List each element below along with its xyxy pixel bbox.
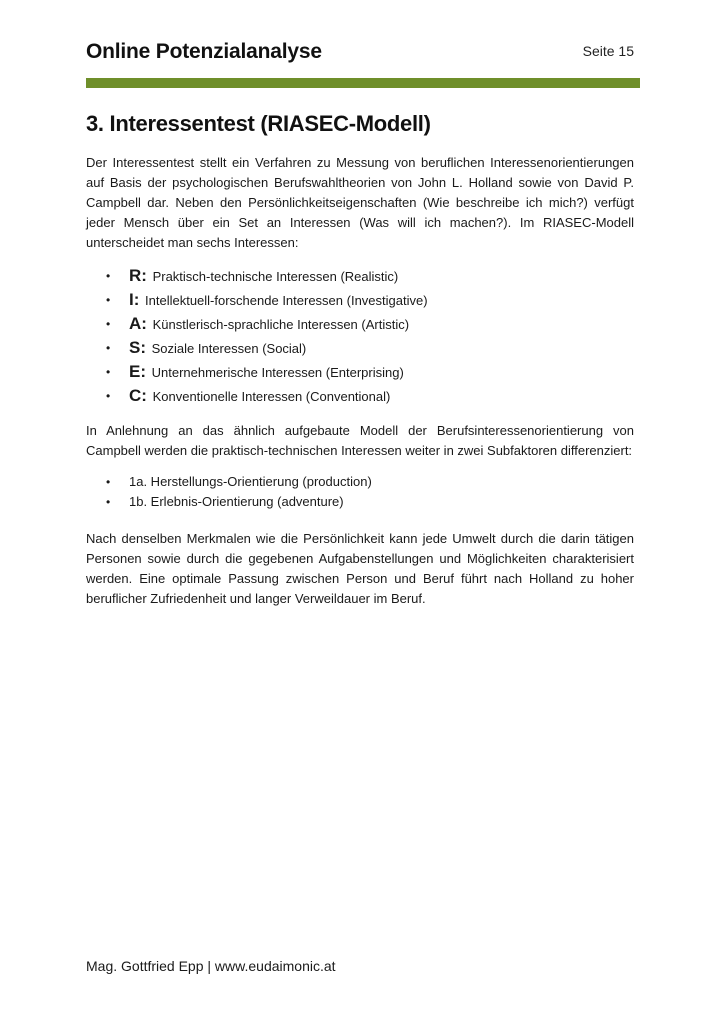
riasec-letter: S: <box>129 338 146 357</box>
list-item-riasec-r <box>86 264 634 288</box>
section-title: 3. Interessentest (RIASEC-Modell) <box>86 111 431 136</box>
page-footer: Mag. Gottfried Epp | www.eudaimonic.at <box>86 958 336 974</box>
closing-paragraph: Nach denselben Merkmalen wie die Persönlichkeit kann jede Umwelt durch die darin tätigen Personen sowie durch die gegebenen Aufgabenstellungen und Möglichkeiten charakterisiert werden. Eine optimale Passung zwischen Person und Beruf führt nach Holland zu hoher beruflicher Zufriedenheit und langer Verweildauer im Beruf. <box>86 531 634 606</box>
bullet-icon: • <box>106 293 111 307</box>
list-item-riasec-a <box>86 312 634 336</box>
riasec-letter: C: <box>129 386 147 405</box>
list-item-subfactor-1a <box>86 472 634 492</box>
subfactor-list <box>86 472 634 512</box>
bullet-icon: • <box>106 389 111 403</box>
riasec-letter: I: <box>129 290 140 309</box>
riasec-letter: R: <box>129 266 147 285</box>
campbell-paragraph: In Anlehnung an das ähnlich aufgebaute Modell der Berufsinteressenorientierung von Campbell werden die praktisch-technischen Interessen weiter in zwei Subfaktoren differenziert: <box>86 423 634 458</box>
riasec-text: Soziale Interessen (Social) <box>151 341 307 356</box>
riasec-text: Praktisch-technische Interessen (Realistic) <box>152 269 399 284</box>
riasec-letter: E: <box>129 362 146 381</box>
header-accent-bar <box>86 78 640 88</box>
list-item-riasec-i <box>86 288 634 312</box>
subfactor-text: 1a. Herstellungs-Orientierung (production) <box>129 474 372 489</box>
list-item-riasec-s <box>86 336 634 360</box>
document-header-title: Online Potenzialanalyse <box>86 40 322 63</box>
subfactor-text: 1b. Erlebnis-Orientierung (adventure) <box>129 494 344 509</box>
riasec-text: Künstlerisch-sprachliche Interessen (Artistic) <box>152 317 410 332</box>
riasec-text: Unternehmerische Interessen (Enterprising) <box>151 365 404 380</box>
riasec-text: Intellektuell-forschende Interessen (Investigative) <box>145 293 428 308</box>
riasec-list <box>86 264 634 408</box>
bullet-icon: • <box>106 495 111 509</box>
bullet-icon: • <box>106 365 111 379</box>
bullet-icon: • <box>106 269 111 283</box>
list-item-riasec-e <box>86 360 634 384</box>
intro-paragraph: Der Interessentest stellt ein Verfahren zu Messung von beruflichen Interessenorientierungen auf Basis der psychologischen Berufswahltheorien von John L. Holland sowie von David P. Campbell dar. Neben den Persönlichkeitseigenschaften (Wie beschreibe ich mich?) verfügt jeder Mensch über ein Set an Interessen (Was will ich machen?). Im RIASEC-Modell unterscheidet man sechs Interessen: <box>86 155 634 250</box>
bullet-icon: • <box>106 475 111 489</box>
bullet-icon: • <box>106 341 111 355</box>
riasec-letter: A: <box>129 314 147 333</box>
list-item-subfactor-1b <box>86 492 634 512</box>
riasec-text: Konventionelle Interessen (Conventional) <box>152 389 391 404</box>
bullet-icon: • <box>106 317 111 331</box>
list-item-riasec-c <box>86 384 634 408</box>
page-number: Seite 15 <box>582 43 634 59</box>
